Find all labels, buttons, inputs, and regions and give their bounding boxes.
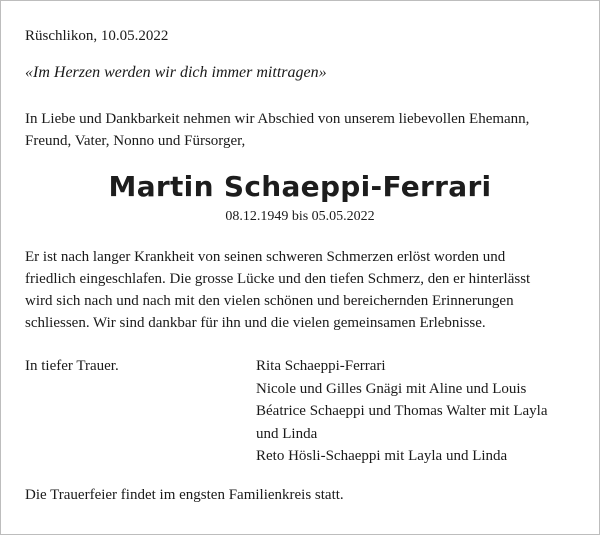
family-list (256, 355, 576, 468)
family-line: Nicole und Gilles Gnägi mit Aline und Louis (256, 380, 527, 397)
deceased-name: Martin Schaeppi-Ferrari (108, 170, 492, 203)
family-line: Béatrice Schaeppi und Thomas Walter mit Layla (256, 403, 548, 420)
intro-line: In Liebe und Dankbarkeit nehmen wir Abschied von unserem liebevollen Ehemann, (25, 111, 530, 127)
family-line: Rita Schaeppi-Ferrari (256, 358, 386, 374)
body-line: schliessen. Wir sind dankbar für ihn und die vielen gemeinsamen Erlebnisse. (25, 315, 486, 331)
body-line: wird sich nach und nach mit den vielen schönen und bereichernden Erinnerungen (25, 293, 514, 309)
body-line: friedlich eingeschlafen. Die grosse Lücke und den tiefen Schmerz, den er hinterlässt (25, 271, 531, 287)
intro-line: Freund, Vater, Nonno und Fürsorger, (25, 133, 246, 149)
body-text (25, 246, 585, 334)
family-line: und Linda (256, 425, 318, 442)
place-date: Rüschlikon, 10.05.2022 (25, 28, 169, 44)
closing-note: Die Trauerfeier findet im engsten Familienkreis statt. (25, 487, 344, 503)
intro-text (25, 108, 585, 152)
mourning-label: In tiefer Trauer. (25, 358, 119, 374)
family-line: Reto Hösli-Schaeppi mit Layla und Linda (256, 448, 508, 465)
life-dates: 08.12.1949 bis 05.05.2022 (225, 209, 375, 224)
quote: «Im Herzen werden wir dich immer mittragen» (25, 64, 327, 81)
body-line: Er ist nach langer Krankheit von seinen schweren Schmerzen erlöst worden und (25, 249, 506, 265)
